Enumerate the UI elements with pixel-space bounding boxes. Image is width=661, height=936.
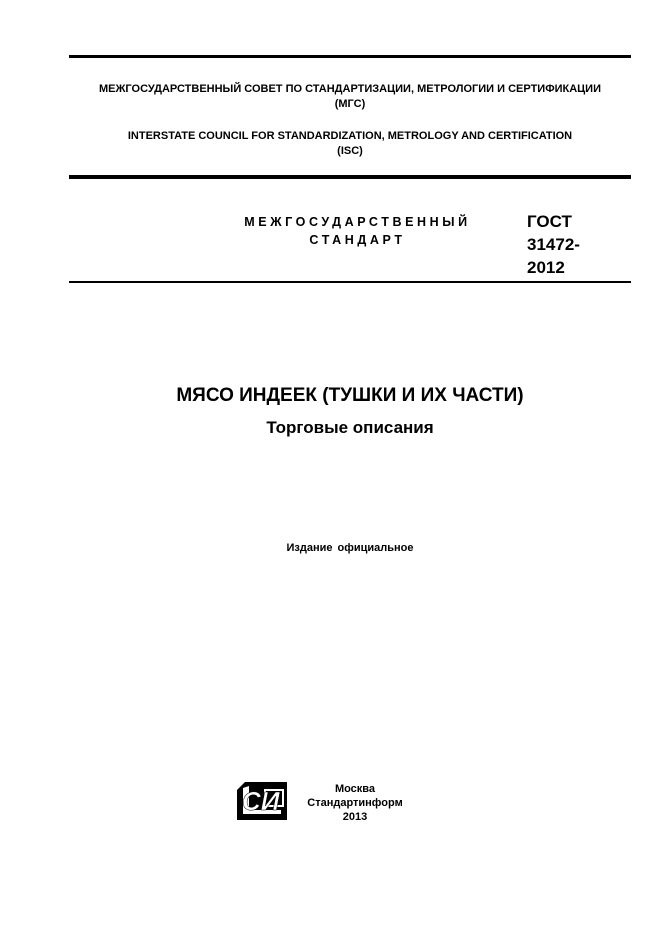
document-title: МЯСО ИНДЕЕК (ТУШКИ И ИХ ЧАСТИ) bbox=[176, 385, 524, 406]
standartinform-logo-icon bbox=[235, 780, 289, 822]
document-subtitle: Торговые описания bbox=[266, 418, 434, 437]
council-name-ru bbox=[60, 82, 640, 112]
gost-number bbox=[527, 210, 580, 279]
svg-text:СИ: СИ bbox=[242, 786, 280, 816]
council-ru-line2: (МГС) bbox=[334, 98, 366, 110]
publisher-block bbox=[296, 782, 414, 824]
council-en-line1: INTERSTATE COUNCIL FOR STANDARDIZATION, METROLOGY AND CERTIFICATION bbox=[127, 130, 573, 142]
edition-note: Издание официальное bbox=[286, 542, 414, 554]
gost-line1: ГОСТ bbox=[527, 212, 572, 231]
standard-label-line2: СТАНДАРТ bbox=[309, 233, 406, 247]
standard-label-line1: МЕЖГОСУДАРСТВЕННЫЙ bbox=[244, 215, 471, 229]
publisher-name: Стандартинформ bbox=[307, 797, 403, 809]
gost-line2: 31472- bbox=[527, 235, 580, 254]
middle-rule bbox=[69, 175, 631, 179]
council-name-en bbox=[60, 129, 640, 159]
council-en-line2: (ISC) bbox=[337, 145, 363, 157]
bottom-rule bbox=[69, 281, 631, 283]
gost-line3: 2012 bbox=[527, 258, 565, 277]
top-rule bbox=[69, 55, 631, 58]
publisher-year: 2013 bbox=[342, 811, 368, 823]
publisher-city: Москва bbox=[334, 783, 376, 795]
council-ru-line1: МЕЖГОСУДАРСТВЕННЫЙ СОВЕТ ПО СТАНДАРТИЗАЦИИ, МЕТРОЛОГИИ И СЕРТИФИКАЦИИ bbox=[98, 83, 601, 95]
